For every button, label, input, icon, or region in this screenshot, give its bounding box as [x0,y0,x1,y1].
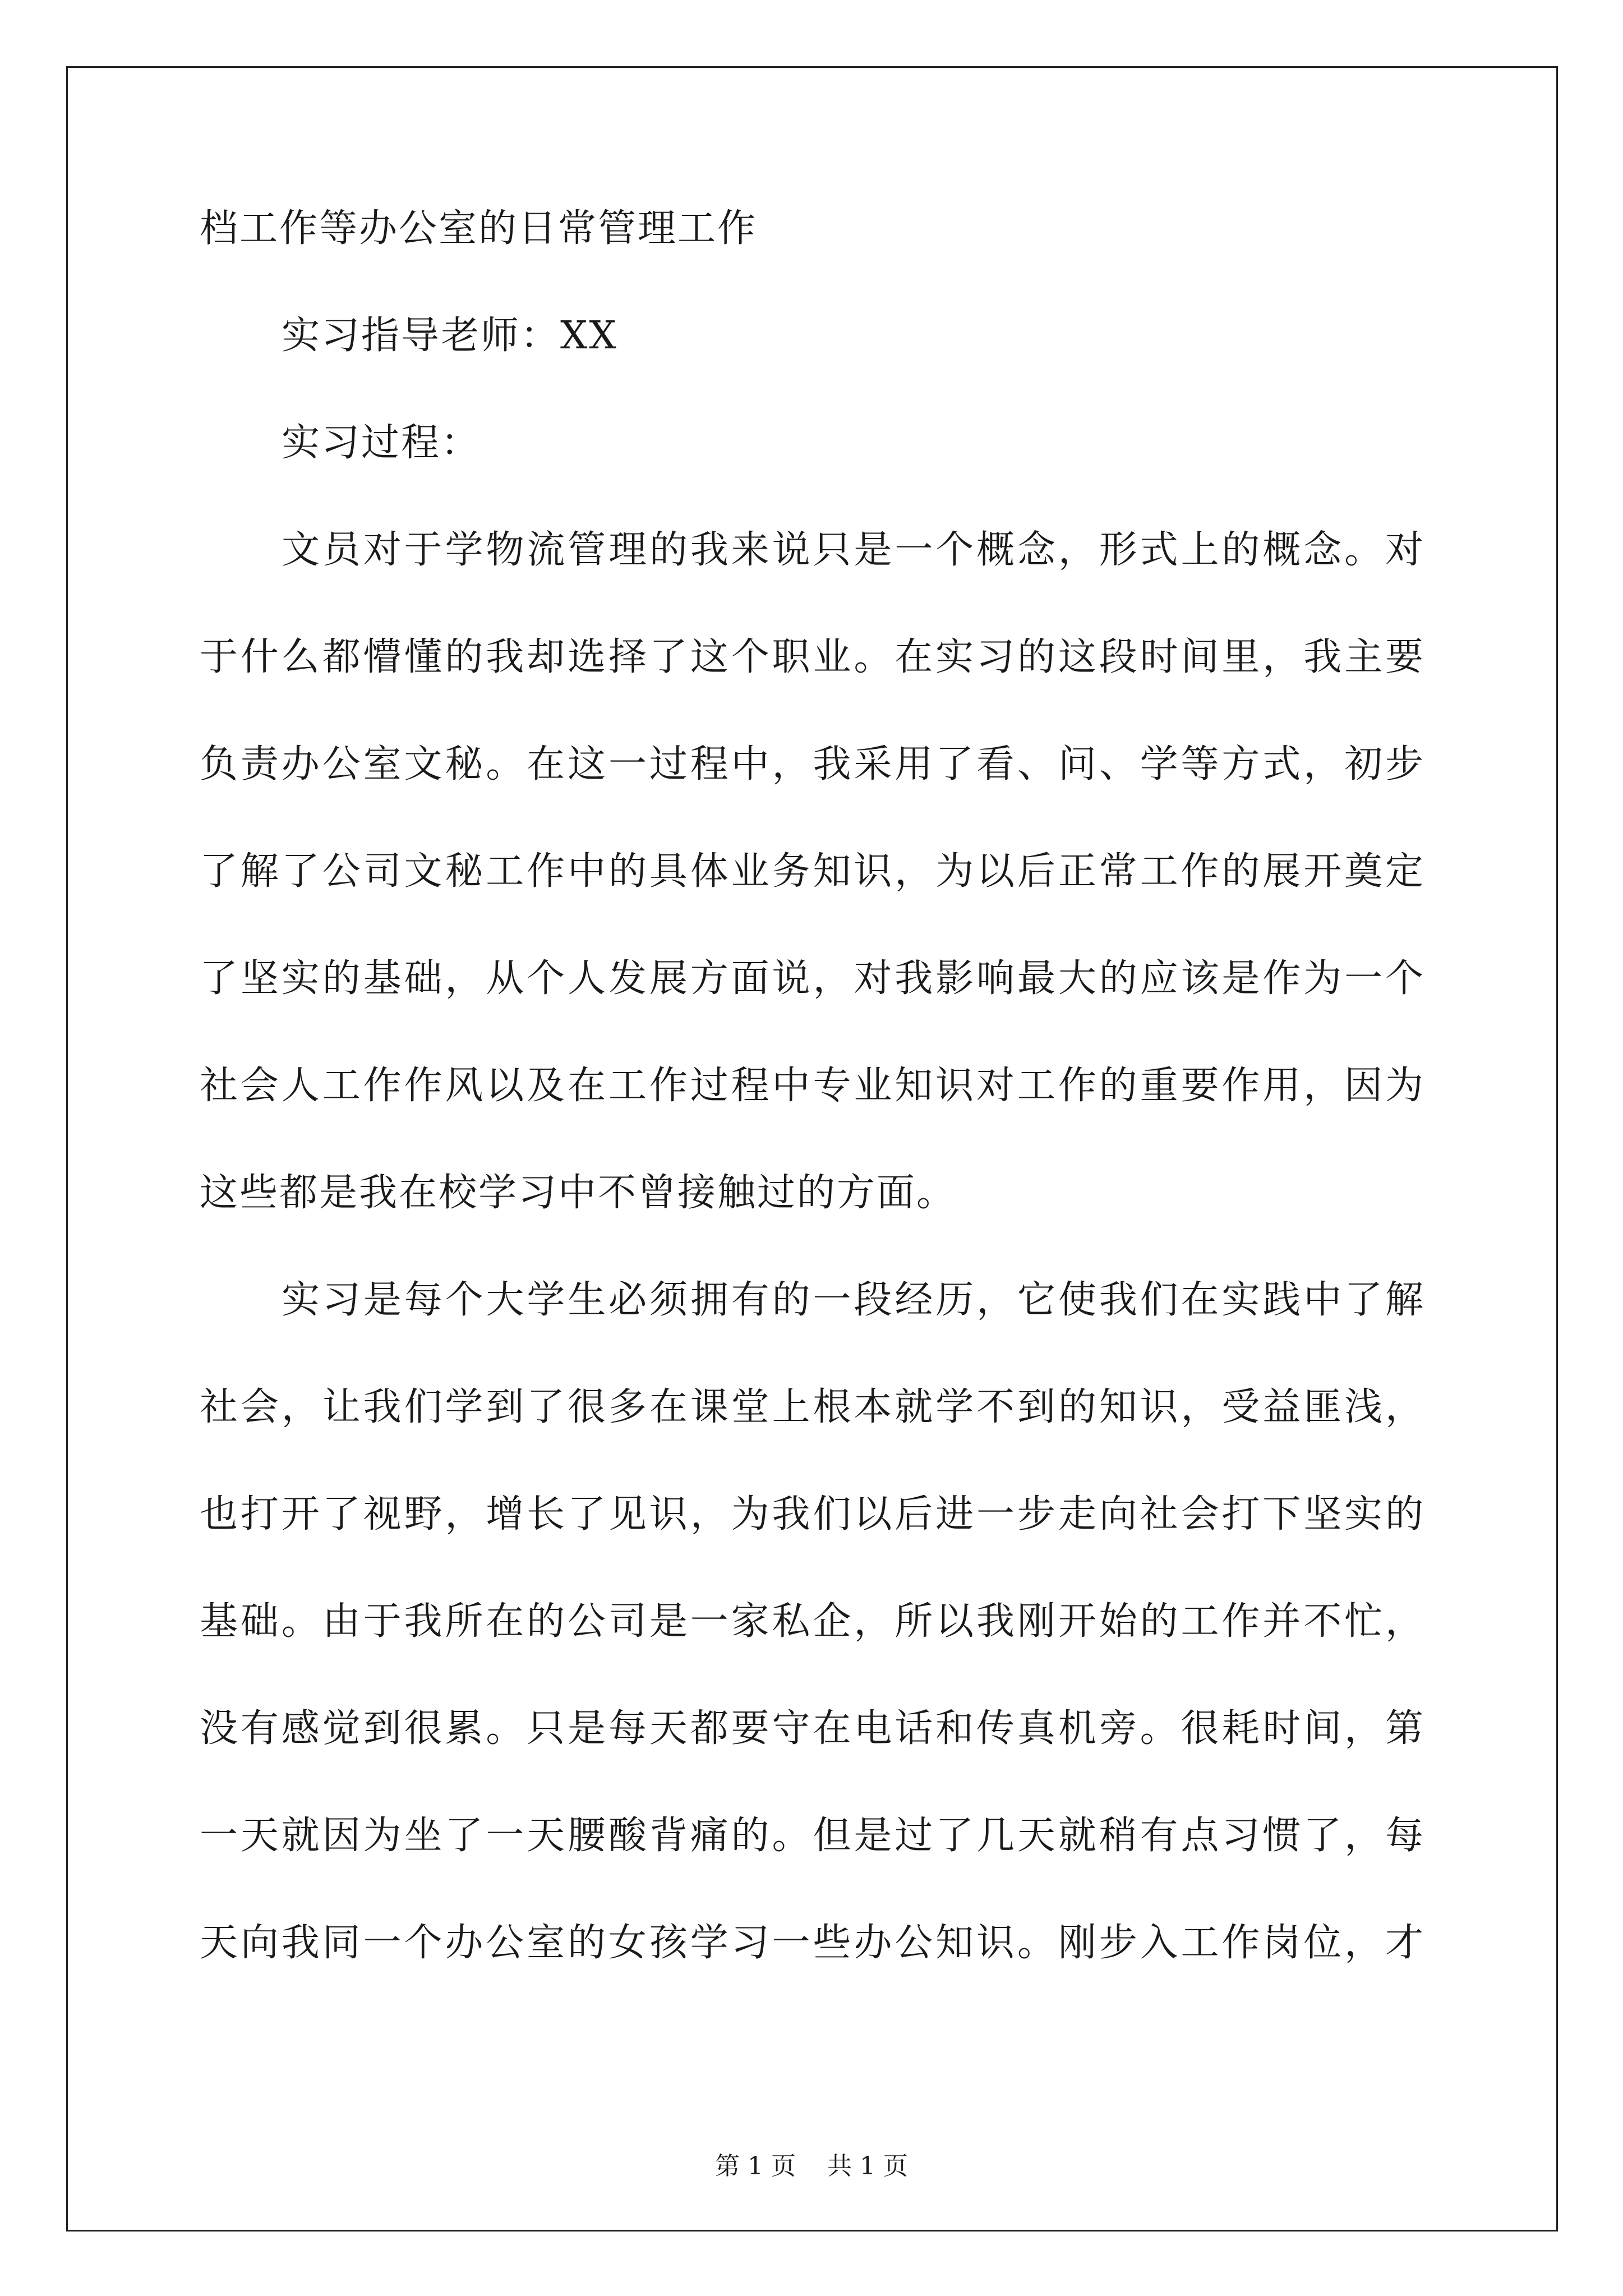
text-line: 一天就因为坐了一天腰酸背痛的。但是过了几天就稍有点习惯了，每 [200,1814,1425,1858]
page-number-footer: 第 1 页 共 1 页 [715,2152,908,2180]
text-line: 基础。由于我所在的公司是一家私企，所以我刚开始的工作并不忙， [200,1599,1425,1644]
text-line: 天向我同一个办公室的女孩学习一些办公知识。刚步入工作岗位，才 [200,1921,1425,1965]
text-line: 实习是每个大学生必须拥有的一段经历，它使我们在实践中了解 [282,1278,1425,1322]
text-line: 档工作等办公室的日常管理工作 [200,206,758,251]
text-line: 负责办公室文秘。在这一过程中，我采用了看、问、学等方式，初步 [200,742,1425,786]
document-body [200,206,1425,2031]
text-line: 这些都是我在校学习中不曾接触过的方面。 [200,1171,957,1215]
text-line: 了坚实的基础，从个人发展方面说，对我影响最大的应该是作为一个 [200,956,1425,1001]
text-line: 没有感觉到很累。只是每天都要守在电话和传真机旁。很耗时间，第 [200,1706,1425,1751]
text-line: 实习指导老师：XX [282,314,618,358]
text-line: 社会人工作作风以及在工作过程中专业知识对工作的重要作用，因为 [200,1064,1425,1108]
text-line: 于什么都懵懂的我却选择了这个职业。在实习的这段时间里，我主要 [200,635,1425,679]
text-line: 也打开了视野，增长了见识，为我们以后进一步走向社会打下坚实的 [200,1492,1425,1536]
text-line: 社会，让我们学到了很多在课堂上根本就学不到的知识，受益匪浅， [200,1385,1425,1429]
text-line: 文员对于学物流管理的我来说只是一个概念，形式上的概念。对 [282,528,1425,572]
text-line: 实习过程： [282,421,481,465]
text-line: 了解了公司文秘工作中的具体业务知识，为以后正常工作的展开奠定 [200,849,1425,894]
